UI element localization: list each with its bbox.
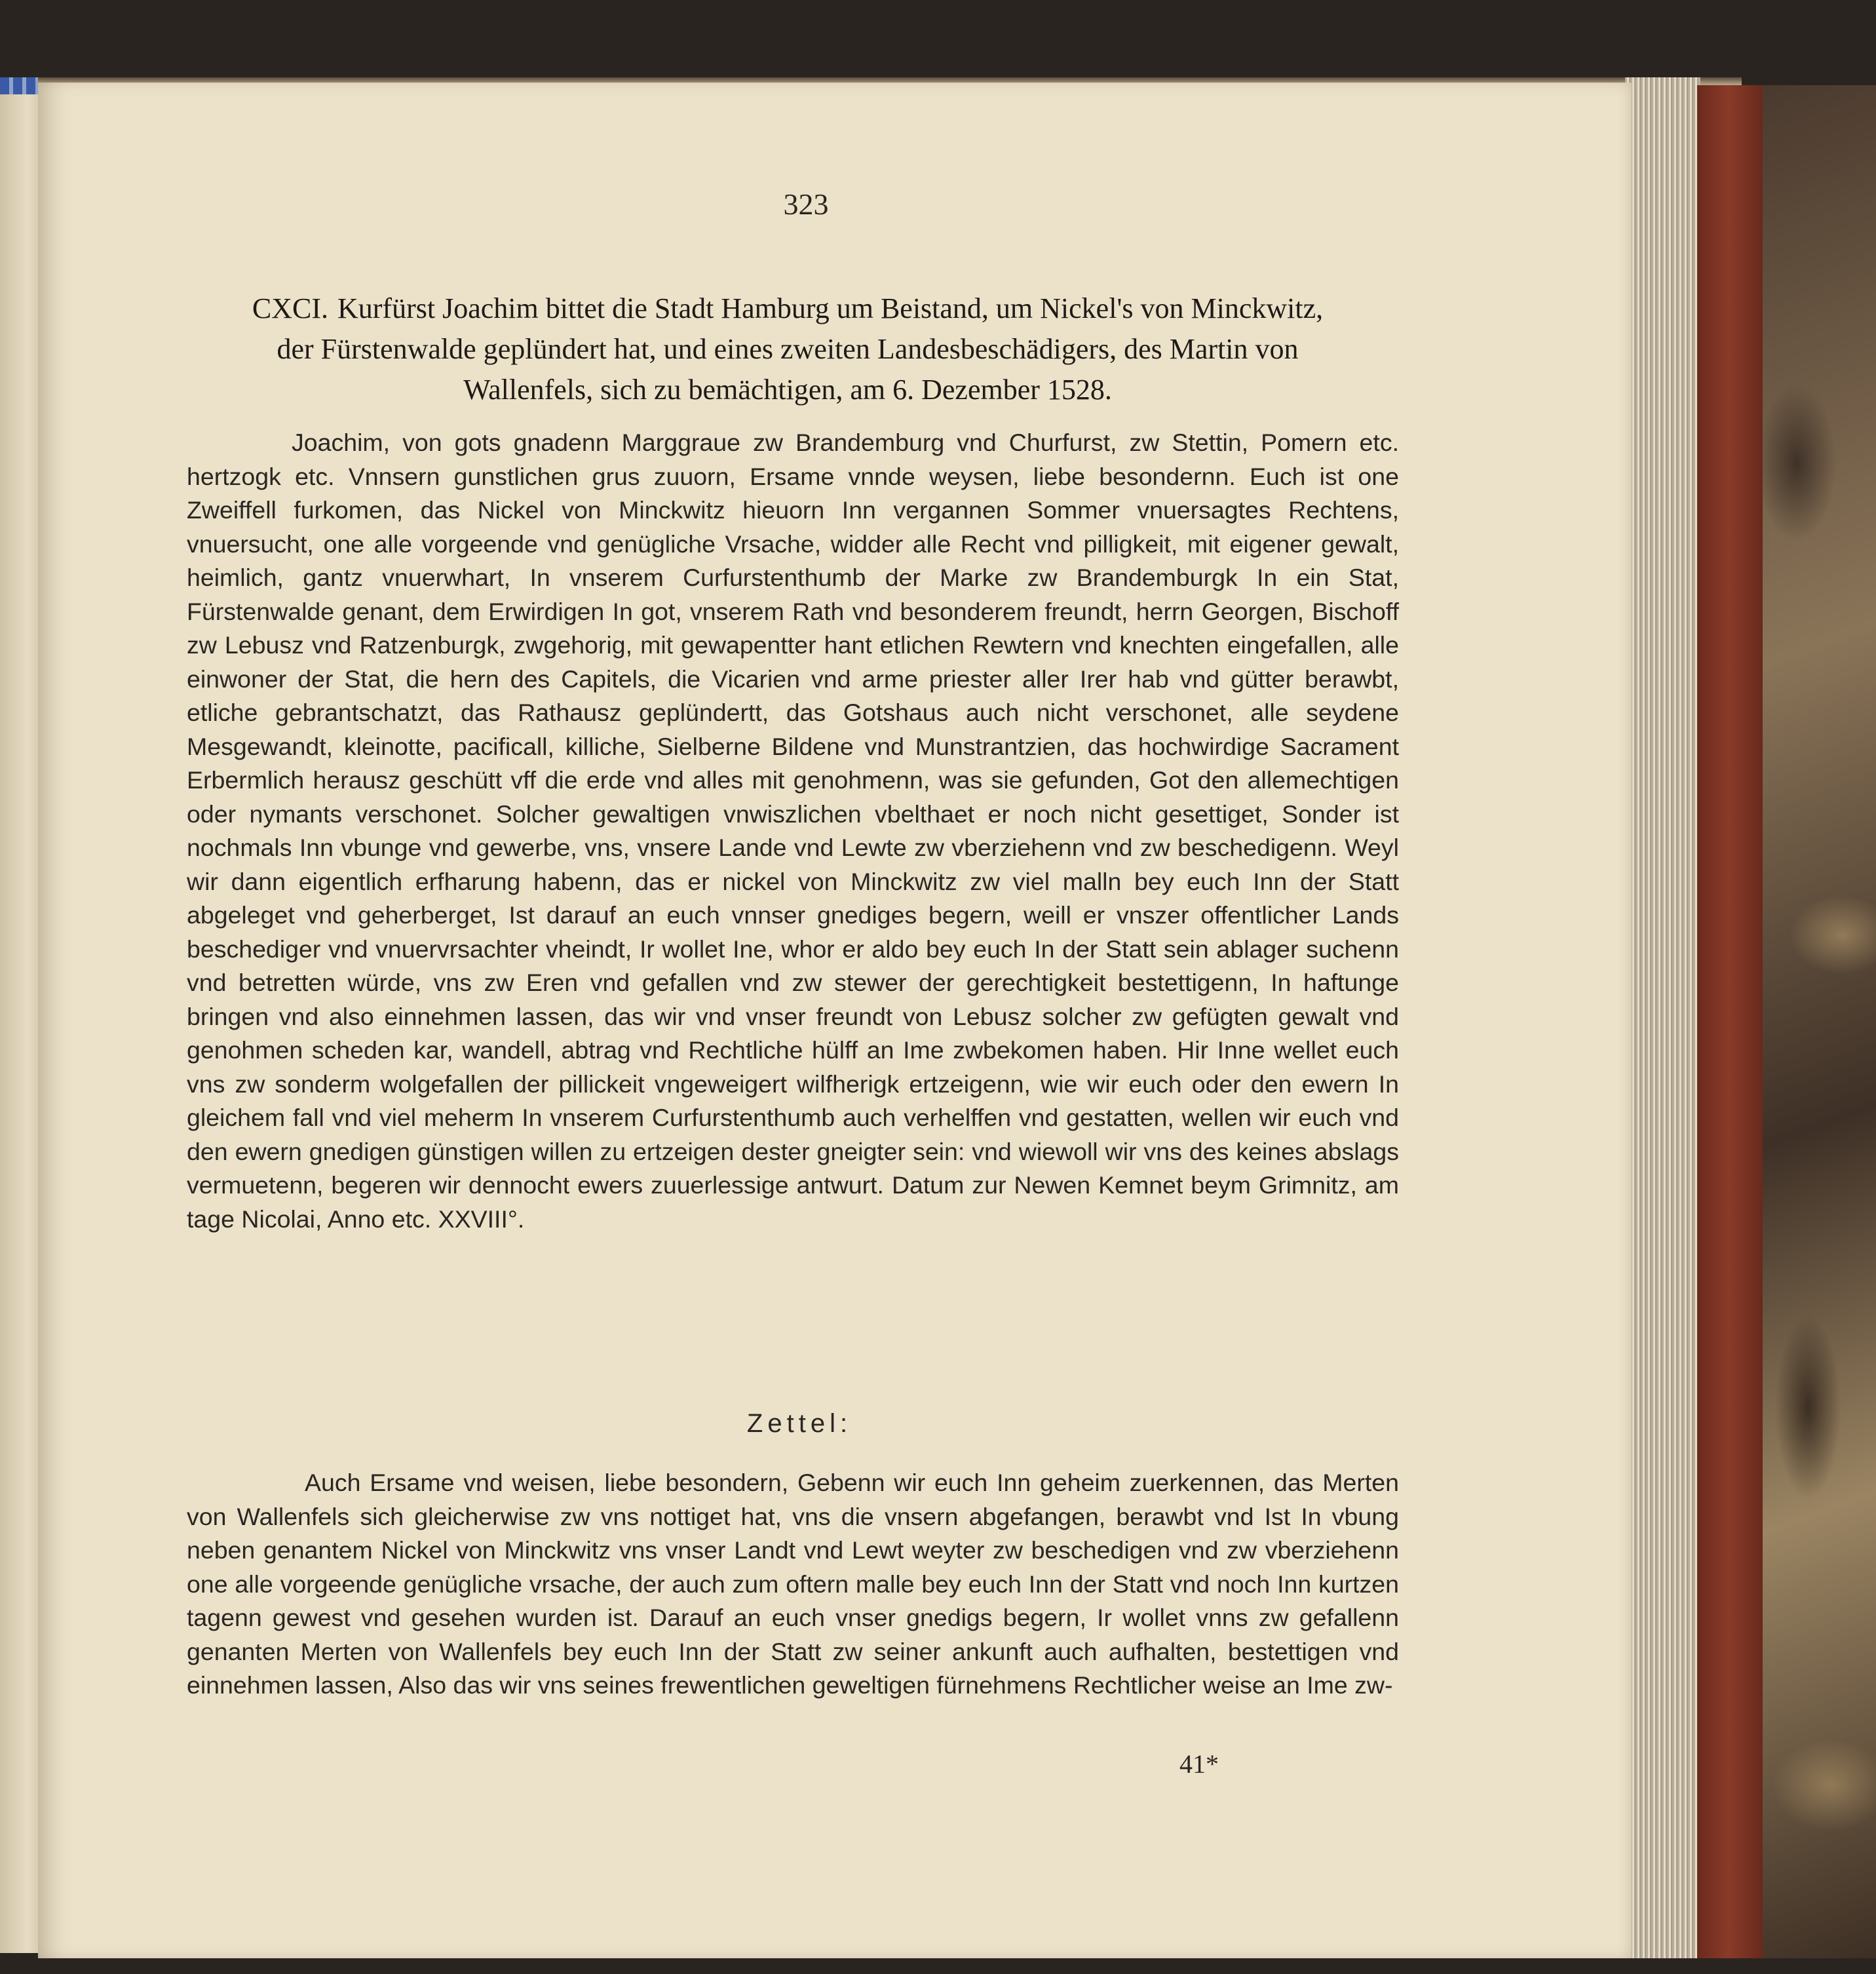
letter-paragraph: Joachim, von gots gnadenn Marggraue zw Brandemburg vnd Churfurst, zw Stettin, Pomern etc. hertzogk etc. Vnnsern gunstlichen grus zuuorn, Ersame vnnde weysen, liebe besondernn. Euch ist one Zweiffell furkomen, das Nickel von Minckwitz hieuorn Inn vergannen Sommer vnuersagtes Rechtens, vnuersucht, one alle vorgeende vnd genügliche Vrsache, widder alle Recht vnd pilligkeit, mit eigener gewalt, heimlich, gantz vnuerwhart, In vnserem Curfurstenthumb der Marke zw Brandemburgk In ein Stat, Fürstenwalde genant, dem Erwirdigen In got, vnserem Rath vnd besonderem freundt, herrn Georgen, Bischoff zw Lebusz vnd Ratzenburgk, zwgehorig, mit gewapentter hant etlichen Rewtern vnd knechten eingefallen, alle einwoner der Stat, die hern des Capitels, die Vicarien vnd arme priester aller Irer hab vnd gütter berawbt, etliche gebrantschatzt, das Rathausz geplündertt, das Gotshaus auch nicht verschonet, alle seydene Mesgewandt, kleinotte, pacificall, killiche, Sielberne Bildene vnd Munstrantzien, das hochwirdige Sacrament Erbermlich herausz geschütt vff die erde vnd alles mit genohmenn, was sie gefunden, Got den allemechtigen oder nymants verschonet. Solcher gewaltigen vnwiszlichen vbelthaet er noch nicht gesettiget, Sonder ist nochmals Inn vbunge vnd gewerbe, vns, vnsere Lande vnd Lewte zw vberziehenn vnd zw beschedigenn. Weyl wir dann eigentlich erfharung habenn, das er nickel von Minckwitz zw viel malln bey euch Inn der Statt abgeleget vnd geherberget, Ist darauf an euch vnnser gnediges begern, weill er vnszer offentlicher Lands beschediger vnd vnuervrsachter vheindt, Ir wollet Ine, whor er aldo bey euch In der Statt sein ablager suchenn vnd betretten würde, vns zw Eren vnd gefallen vnd zw stewer der gerechtigkeit bestettigenn, In haftunge bringen vnd also einnehmen lassen, das wir vnd vnser freundt von Lebusz solcher zw gefügten gewalt vnd genohmen scheden kar, wandell, abtrag vnd Rechtliche hülff an Ime zwbekomen haben. Hir Inne wellet euch vns zw sonderm wolgefallen der pillickeit vngeweigert wilfherigk ertzeigenn, wie wir euch oder den ewern In gleichem fall vnd viel meherm In vnserem Curfurstenthumb auch verhelffen vnd gestatten, wellen wir euch vnd den ewern gnedigen günstigen willen zu ertzeigen dester gneigter sein: vnd wiewoll wir vns des keines abslags vermuetenn, begeren wir dennocht ewers zuuerlessige antwurt. Datum zur Newen Kemnet beym Grimnitz, am tage Nicolai, Anno etc. XXVIII°. — [187, 429, 1399, 1233]
page-number: 323 — [783, 187, 829, 221]
facing-page-edge — [0, 79, 39, 1953]
zettel-paragraph: Auch Ersame vnd weisen, liebe besondern, Gebenn wir euch Inn geheim zuerkennen, das Merten von Wallenfels sich gleicherwise zw vns nottiget hat, vns die vnsern abgefangen, berawbt vnd Ist In vbung neben genantem Nickel von Minckwitz vns vnser Landt vnd Lewt weyter zw beschedigen vnd zw vberziehenn one alle vorgeende genügliche vrsache, der auch zum oftern malle bey euch Inn der Statt vnd noch Inn kurtzen tagenn gewest vnd gesehen wurden ist. Darauf an euch vnser gnedigs begern, Ir wollet vnns zw gefallenn genanten Merten von Wallenfels bey euch Inn der Statt zw seiner ankunft auch aufhalten, bestettigen vnd einnehmen lassen, Also das wir vns seines frewentlichen geweltigen fürnehmens Rechtlicher weise an Ime zw- — [187, 1469, 1399, 1699]
zettel-body — [187, 1466, 1399, 1703]
marbled-cover — [1763, 85, 1876, 1974]
heading-number: CXCI. — [252, 292, 328, 324]
page-block-edges — [1625, 77, 1700, 1958]
signature-mark: 41* — [1179, 1749, 1219, 1779]
heading-line-1: Kurfürst Joachim bittet die Stadt Hamburg um Beistand, um Nickel's von Minckwitz, — [337, 292, 1324, 324]
document-heading — [172, 288, 1404, 410]
bottom-edge — [0, 1958, 1876, 1974]
heading-line-3: Wallenfels, sich zu bemächtigen, am 6. Dezember 1528. — [463, 374, 1112, 406]
letter-body — [187, 426, 1399, 1236]
zettel-heading: Zettel: — [746, 1409, 852, 1438]
heading-line-2: der Fürstenwalde geplündert hat, und eines zweiten Landesbeschädigers, des Martin von — [277, 333, 1299, 365]
